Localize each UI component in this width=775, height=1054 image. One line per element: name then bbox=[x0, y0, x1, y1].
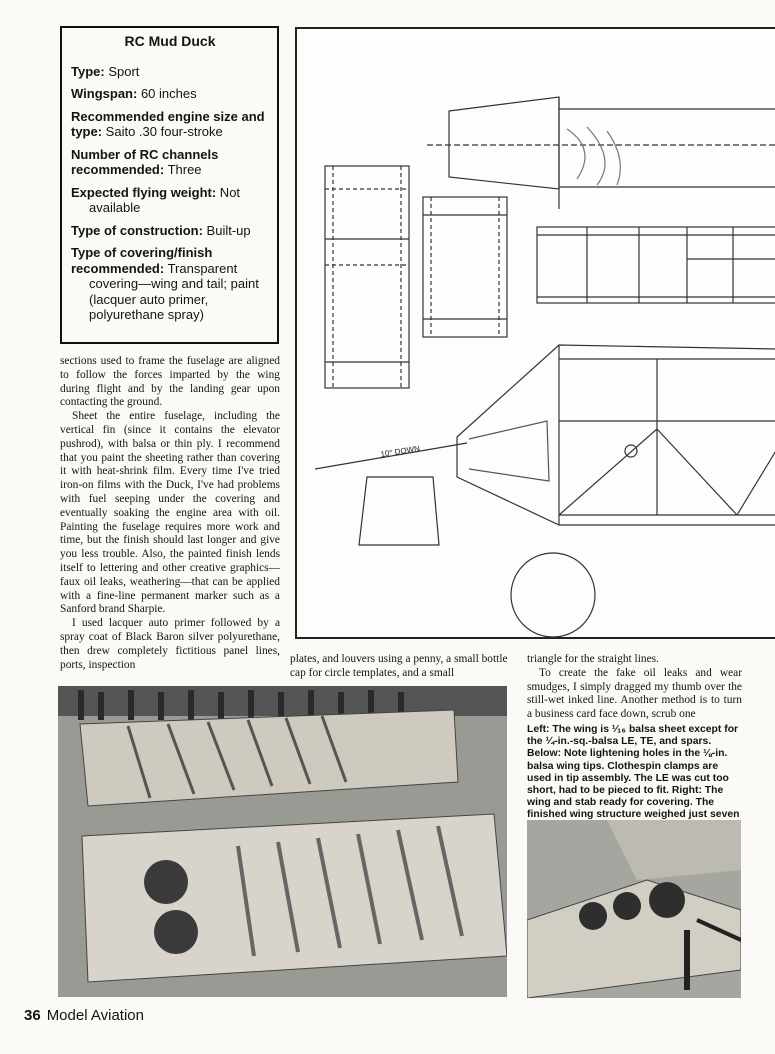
column-3 bbox=[527, 653, 742, 722]
spec-channels: Number of RC channels recommended: Three bbox=[71, 146, 219, 177]
magazine-name: Model Aviation bbox=[46, 1007, 144, 1024]
photo-caption: Left: The wing is ¹⁄₁₆ balsa sheet except for the ¼-in.-sq.-balsa LE, TE, and spars. Below: Note lightening holes in the ⅛-in. balsa wing tips. Clothespin clamps are used in tip assembly. The LE was cut too short, had to be pieced to fit. Right: The wing and stab ready for covering. The finished wing structure weighed just seven bbox=[527, 724, 740, 821]
frame-middle bbox=[423, 197, 507, 337]
plan-drawing-svg bbox=[297, 29, 775, 641]
spec-title: RC Mud Duck bbox=[124, 33, 216, 49]
spec-type: Type: Sport bbox=[71, 63, 140, 79]
spec-weight: Expected flying weight: Not available bbox=[71, 184, 241, 215]
trapezoid-part bbox=[359, 477, 439, 545]
angle-label: 10° DOWN bbox=[379, 443, 421, 459]
column-2 bbox=[290, 653, 512, 681]
wing-photo-left-svg bbox=[58, 686, 507, 997]
col2-paragraph-1: plates, and louvers using a penny, a small bottle cap for circle templates, and a small bbox=[290, 653, 508, 679]
spec-engine: Recommended engine size and type: Saito .30 four-stroke bbox=[71, 108, 265, 139]
wheel-circle bbox=[511, 553, 595, 637]
col1-paragraph-3: I used lacquer auto primer followed by a spray coat of Black Baron silver polyurethane, then drew completely fictitious panel lines, ports, inspection bbox=[60, 617, 280, 671]
fuselage-top-section bbox=[449, 97, 559, 189]
fuselage-side bbox=[457, 345, 775, 525]
wing-photo-left bbox=[58, 686, 507, 997]
spec-box bbox=[60, 26, 279, 344]
spec-covering: Type of covering/finish recommended: Transparent covering—wing and tail; paint (lacquer auto primer, polyurethane spray) bbox=[71, 245, 259, 322]
page-number: 36 bbox=[24, 1007, 41, 1024]
wing-photo-right-svg bbox=[527, 820, 741, 998]
page-footer bbox=[24, 1007, 144, 1024]
col3-paragraph-1: triangle for the straight lines. bbox=[527, 653, 659, 665]
wing-photo-right bbox=[527, 820, 741, 998]
col1-paragraph-1: sections used to frame the fuselage are aligned to follow the forces imparted by the wing during flight and by the landing gear upon contacting the ground. bbox=[60, 355, 280, 409]
frame-left bbox=[325, 166, 409, 388]
spec-wingspan: Wingspan: 60 inches bbox=[71, 86, 197, 101]
col3-paragraph-2: To create the fake oil leaks and wear smudges, I simply dragged my thumb over the still-wet inked line. Another method is to turn a business card face down, scrub one bbox=[527, 666, 742, 721]
frame-right bbox=[537, 227, 775, 303]
col1-paragraph-2: Sheet the entire fuselage, including the vertical fin (since it contains the elevator pushrod), with balsa or thin ply. I recommend that you paint the sheeting rather than covering it with heat-shrink film. Every time I've tried iron-on films with the Duck, I've had problems with fuel seeping under the covering and eventually soaking the engine area with oil. Painting the fuselage requires more work and time, but the finish should last longer and give you less trouble. Also, the painted finish lends itself to lettering and other creative graphics—faux oil leaks, weathering—that can be applied with a fine-line permanent marker such as a Sanford brand Sharpie. bbox=[60, 410, 280, 616]
column-1 bbox=[60, 355, 280, 672]
spec-construction: Type of construction: Built-up bbox=[71, 222, 251, 238]
plan-drawing bbox=[295, 27, 775, 639]
